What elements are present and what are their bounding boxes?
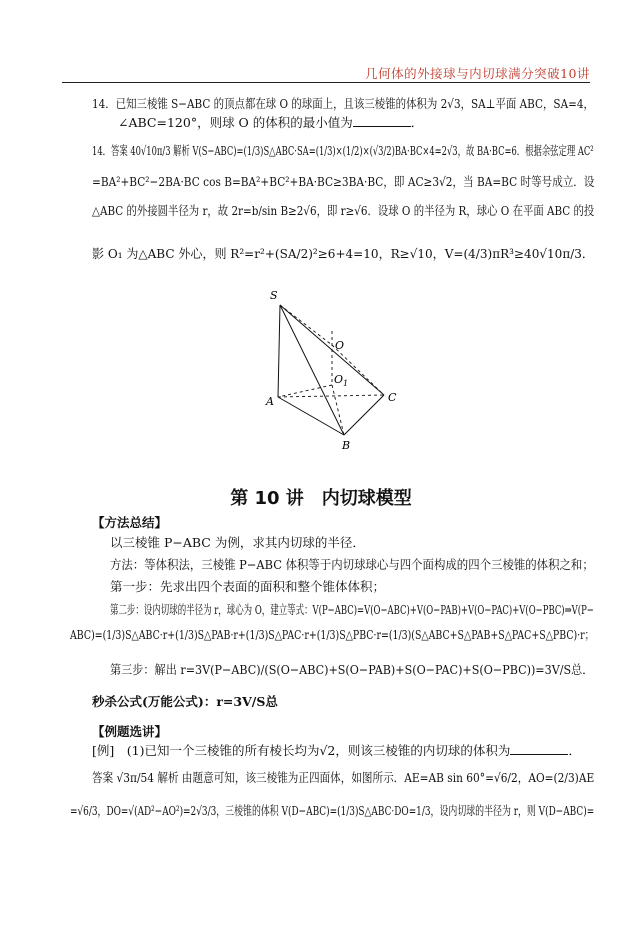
example-answer-blank (510, 743, 568, 755)
label-S: S (270, 289, 278, 302)
example-heading: 【例题选讲】 (92, 724, 168, 739)
problem-14-line-2 (118, 115, 423, 131)
problem-14-end: ． (410, 115, 424, 130)
example-1-end: ． (568, 743, 581, 758)
example-1-text: [例] (1)已知一个三棱锥的所有棱长均为√2，则该三棱锥的内切球的体积为 (92, 743, 511, 758)
label-C: C (388, 391, 397, 404)
example-1-question (92, 743, 581, 759)
label-O: O (335, 339, 345, 352)
method-line-4: 第二步：设内切球的半径为 r，球心为 O，建立等式：V(P−ABC)=V(O−ABC)+V(O−PAB)+V(O−PAC)+V(O−PBC)⇒V(P− (110, 602, 594, 617)
header-title: 几何体的外接球与内切球满分突破10讲 (365, 66, 590, 81)
method-line-1: 以三棱锥 P−ABC 为例，求其内切球的半径． (110, 535, 365, 550)
method-line-5: ABC)=(1/3)S△ABC·r+(1/3)S△PAB·r+(1/3)S△PAC·r+(1/3)S△PBC·r=(1/3)(S△ABC+S△PAB+S△PAC+S△PBC)·r； (70, 627, 595, 642)
method-heading: 【方法总结】 (92, 515, 168, 530)
label-B: B (342, 439, 351, 452)
section-title: 第 10 讲 内切球模型 (230, 488, 412, 509)
method-line-6: 第三步：解出 r=3V(P−ABC)/(S(O−ABC)+S(O−PAB)+S(O−PAC)+S(O−PBC))=3V/S总． (110, 662, 594, 677)
tetrahedron-figure (260, 285, 410, 455)
method-line-3: 第一步：先求出四个表面的面积和整个锥体体积； (110, 579, 386, 594)
label-A: A (266, 395, 274, 408)
method-line-2: 方法：等体积法，三棱锥 P−ABC 体积等于内切球球心与四个面构成的四个三棱锥的体积之和； (110, 557, 594, 572)
example-1-answer-line-1: 答案 √3π/54 解析 由题意可知，该三棱锥为正四面体，如图所示．AE=AB sin 60°=√6/2，AO=(2/3)AE (92, 770, 595, 785)
example-1-answer-line-2: =√6/3，DO=√(AD²−AO²)=2√3/3，三棱锥的体积 V(D−ABC)=(1/3)S△ABC·DO=1/3，设内切球的半径为 r，则 V(D−ABC)= (70, 803, 595, 818)
answer-14-line-1: 14．答案 40√10π/3 解析 V(S−ABC)=(1/3)S△ABC·SA=(1/3)×(1/2)×(√3/2)BA·BC×4=2√3，故 BA·BC=6．根据余弦定理 AC² (92, 143, 594, 158)
answer-14-line-2: =BA²+BC²−2BA·BC cos B=BA²+BC²+BA·BC≥3BA·BC，即 AC≥3√2，当 BA=BC 时等号成立．设 (92, 174, 595, 189)
answer-14-line-3: △ABC 的外接圆半径为 r，故 2r=b/sin B≥2√6，即 r≥√6．设球 O 的半径为 R，球心 O 在平面 ABC 的投 (92, 203, 595, 218)
answer-blank (353, 115, 411, 127)
problem-14-line-1: 14．已知三棱锥 S−ABC 的顶点都在球 O 的球面上，且该三棱锥的体积为 2√3，SA⊥平面 ABC，SA=4， (92, 96, 594, 111)
label-O1: $O_1$ (334, 373, 349, 388)
page-header (62, 64, 590, 83)
shortcut-formula: 秒杀公式(万能公式)：r=3V/S总 (92, 694, 278, 709)
answer-14-line-4: 影 O₁ 为△ABC 外心，则 R²=r²+(SA/2)²≥6+4=10，R≥√10，V=(4/3)πR³≥40√10π/3． (92, 246, 594, 261)
problem-14-text: ∠ABC=120°，则球 O 的体积的最小值为 (118, 115, 353, 130)
